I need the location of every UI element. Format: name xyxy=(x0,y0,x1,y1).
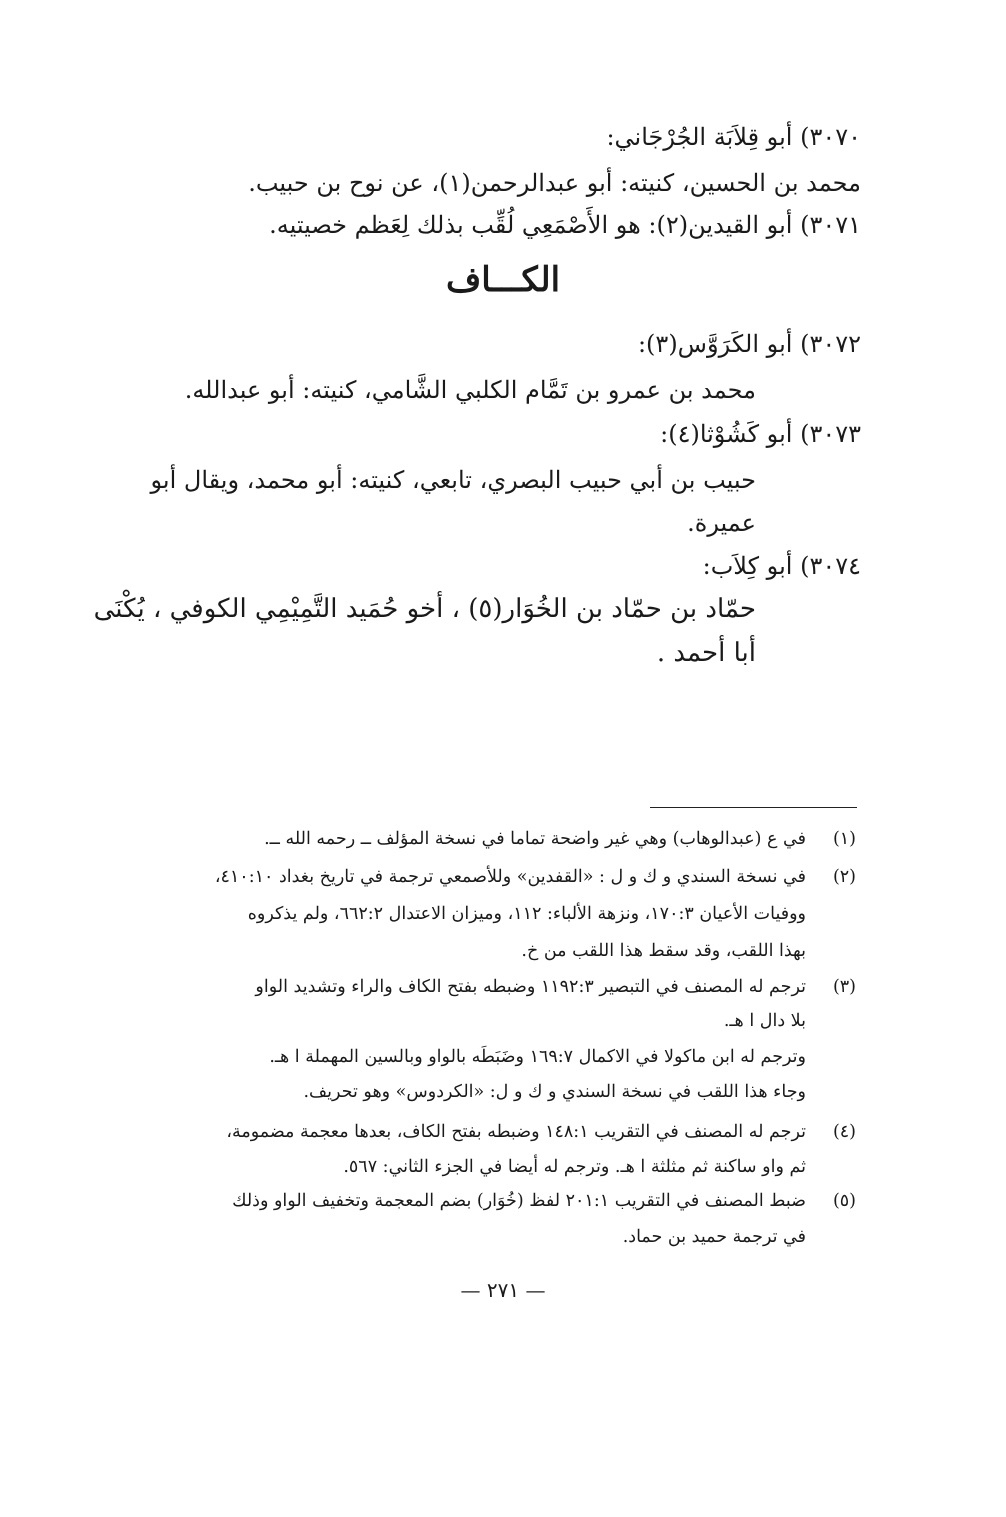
entry-3074 xyxy=(703,549,861,583)
footnote-3-line4: وجاء هذا اللقب في نسخة السندي و ك و ل: «الكردوس» وهو تحريف. xyxy=(303,1082,806,1102)
entry-3070 xyxy=(606,120,861,154)
entry-title: أبو الكَرَوَّس(٣): xyxy=(637,330,793,358)
footnote-4-marker: (٤) xyxy=(832,1122,856,1142)
footnote-2-line1: في نسخة السندي و ك و ل : «القفدين» وللأصمعي ترجمة في تاريخ بغداد ٤١٠:١٠، xyxy=(214,867,806,887)
page-number: — ٢٧١ — xyxy=(460,1278,546,1302)
entry-3073 xyxy=(660,417,861,451)
entry-number: ٣٠٧٤) xyxy=(800,552,861,580)
footnote-3-line1: ترجم له المصنف في التبصير ١١٩٢:٣ وضبطه بفتح الكاف والراء وتشديد الواو xyxy=(255,977,806,997)
footnote-5-line2: في ترجمة حميد بن حماد. xyxy=(622,1227,806,1247)
section-heading: الكـــاف xyxy=(445,260,561,300)
entry-3074-body-line1: حمّاد بن حمّاد بن الخُوَار(٥) ، أخو حُمَيد التَّمِيْمِي الكوفي ، يُكْنَى xyxy=(93,594,756,624)
footnote-4-line1: ترجم له المصنف في التقريب ١٤٨:١ وضبطه بفتح الكاف، بعدها معجمة مضمومة، xyxy=(226,1122,806,1142)
entry-3073-body-line2: عميرة. xyxy=(687,509,756,537)
entry-3074-body-line2: أبا أحمد . xyxy=(656,638,756,668)
entry-3072 xyxy=(638,327,861,361)
entry-number: ٣٠٧١) xyxy=(800,211,861,239)
footnote-2-marker: (٢) xyxy=(832,867,856,887)
footnote-4-line2: ثم واو ساكنة ثم مثلثة ا هـ. وترجم له أيضا في الجزء الثاني: ٥٦٧. xyxy=(343,1157,806,1177)
footnote-1-marker: (١) xyxy=(832,829,856,849)
entry-title: أبو القيدين(٢): هو الأَصْمَعِي لُقِّب بذلك لِعَظم خصيتيه. xyxy=(269,211,793,239)
entry-title: أبو كِلاَب: xyxy=(702,552,793,580)
entry-title: أبو كَشُوْثا(٤): xyxy=(660,420,793,448)
entry-3072-body: محمد بن عمرو بن تَمَّام الكلبي الشَّامي، كنيته: أبو عبدالله. xyxy=(184,376,756,404)
footnote-separator xyxy=(650,807,857,808)
entry-title: أبو قِلاَبَة الجُرْجَاني: xyxy=(606,123,793,151)
entry-number: ٣٠٧٣) xyxy=(800,420,861,448)
footnote-3-marker: (٣) xyxy=(832,977,856,997)
footnote-5-line1: ضبط المصنف في التقريب ٢٠١:١ لفظ (خُوَار) بضم المعجمة وتخفيف الواو وذلك xyxy=(232,1191,806,1211)
footnote-1-text: في ع (عبدالوهاب) وهي غير واضحة تماما في نسخة المؤلف ــ رحمه الله ــ. xyxy=(264,829,806,849)
footnote-3-line3: وترجم له ابن ماكولا في الاكمال ١٦٩:٧ وضَبَطَه بالواو وبالسين المهملة ا هـ. xyxy=(269,1047,806,1067)
footnote-5-marker: (٥) xyxy=(832,1191,856,1211)
footnote-3-line2: بلا دال ا هـ. xyxy=(723,1011,806,1031)
entry-3071 xyxy=(269,208,861,242)
entry-number: ٣٠٧٢) xyxy=(800,330,861,358)
entry-3073-body-line1: حبيب بن أبي حبيب البصري، تابعي، كنيته: أبو محمد، ويقال أبو xyxy=(150,466,756,494)
entry-3070-body: محمد بن الحسين، كنيته: أبو عبدالرحمن(١)، عن نوح بن حبيب. xyxy=(248,169,861,197)
footnote-2-line3: بهذا اللقب، وقد سقط هذا اللقب من خ. xyxy=(521,941,806,961)
footnote-2-line2: ووفيات الأعيان ١٧٠:٣، ونزهة الألباء: ١١٢، وميزان الاعتدال ٦٦٢:٢، ولم يذكروه xyxy=(247,904,806,924)
entry-number: ٣٠٧٠) xyxy=(800,123,861,151)
